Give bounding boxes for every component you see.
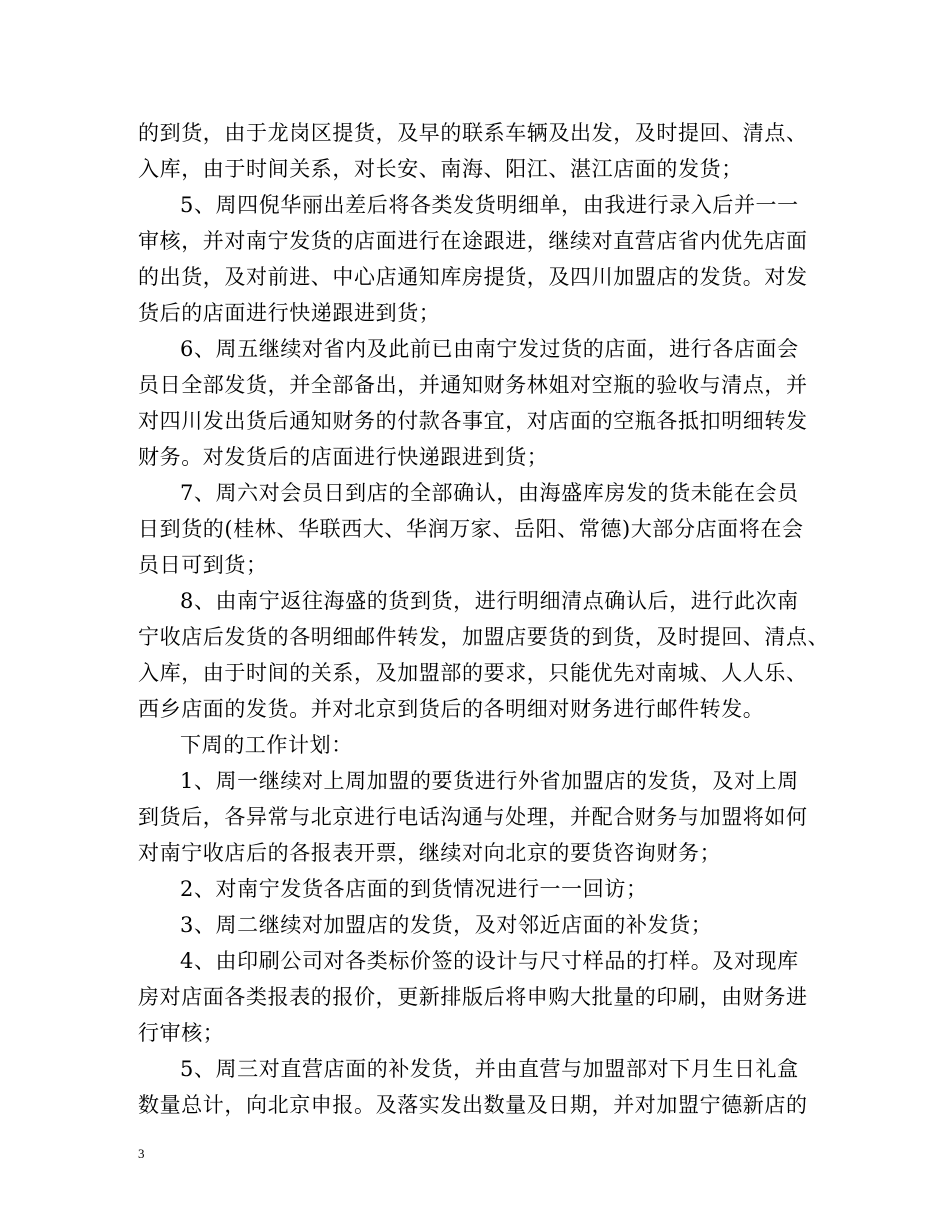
- text-line: 宁收店后发货的各明细邮件转发，加盟店要货的到货，及时提回、清点、: [138, 625, 830, 649]
- text-line: 房对店面各类报表的报价，更新排版后将申购大批量的印刷，由财务进: [138, 985, 808, 1009]
- text-line: 西乡店面的发货。并对北京到货后的各明细对财务进行邮件转发。: [138, 697, 765, 721]
- text-line: 1、周一继续对上周加盟的要货进行外省加盟店的发货，及对上周: [180, 769, 799, 793]
- text-line: 财务。对发货后的店面进行快递跟进到货；: [138, 445, 549, 469]
- text-line: 3、周二继续对加盟店的发货，及对邻近店面的补发货；: [180, 913, 713, 937]
- text-line: 到货后，各异常与北京进行电话沟通与处理，并配合财务与加盟将如何: [138, 805, 808, 829]
- text-line: 入库，由于时间关系，对长安、南海、阳江、湛江店面的发货；: [138, 157, 743, 181]
- text-line: 数量总计，向北京申报。及落实发出数量及日期，并对加盟宁德新店的: [138, 1093, 808, 1117]
- text-line: 对四川发出货后通知财务的付款各事宜，对店面的空瓶各抵扣明细转发: [138, 409, 808, 433]
- text-line: 审核，并对南宁发货的店面进行在途跟进，继续对直营店省内优先店面: [138, 229, 808, 253]
- text-line: 入库，由于时间的关系，及加盟部的要求，只能优先对南城、人人乐、: [138, 661, 808, 685]
- text-line: 对南宁收店后的各报表开票，继续对向北京的要货咨询财务；: [138, 841, 722, 865]
- text-line: 4、由印刷公司对各类标价签的设计与尺寸样品的打样。及对现库: [180, 949, 799, 973]
- section-heading: 下周的工作计划：: [180, 733, 353, 757]
- text-line: 日到货的(桂林、华联西大、华润万家、岳阳、常德)大部分店面将在会: [138, 517, 804, 541]
- text-line: 2、对南宁发货各店面的到货情况进行一一回访；: [180, 877, 648, 901]
- text-line: 7、周六对会员日到店的全部确认，由海盛库房发的货未能在会员: [180, 481, 799, 505]
- text-line: 货后的店面进行快递跟进到货；: [138, 301, 441, 325]
- text-line: 6、周五继续对省内及此前已由南宁发过货的店面，进行各店面会: [180, 337, 799, 361]
- text-line: 8、由南宁返往海盛的货到货，进行明细清点确认后，进行此次南: [180, 589, 799, 613]
- page-number: 3: [138, 1146, 145, 1161]
- text-line: 的到货，由于龙岗区提货，及早的联系车辆及出发，及时提回、清点、: [138, 121, 808, 145]
- text-line: 5、周三对直营店面的补发货，并由直营与加盟部对下月生日礼盒: [180, 1057, 799, 1081]
- text-line: 行审核；: [138, 1021, 225, 1045]
- text-line: 5、周四倪华丽出差后将各类发货明细单，由我进行录入后并一一: [180, 193, 799, 217]
- text-line: 员日可到货；: [138, 553, 268, 577]
- text-line: 员日全部发货，并全部备出，并通知财务林姐对空瓶的验收与清点，并: [138, 373, 808, 397]
- text-line: 的出货，及对前进、中心店通知库房提货，及四川加盟店的发货。对发: [138, 265, 808, 289]
